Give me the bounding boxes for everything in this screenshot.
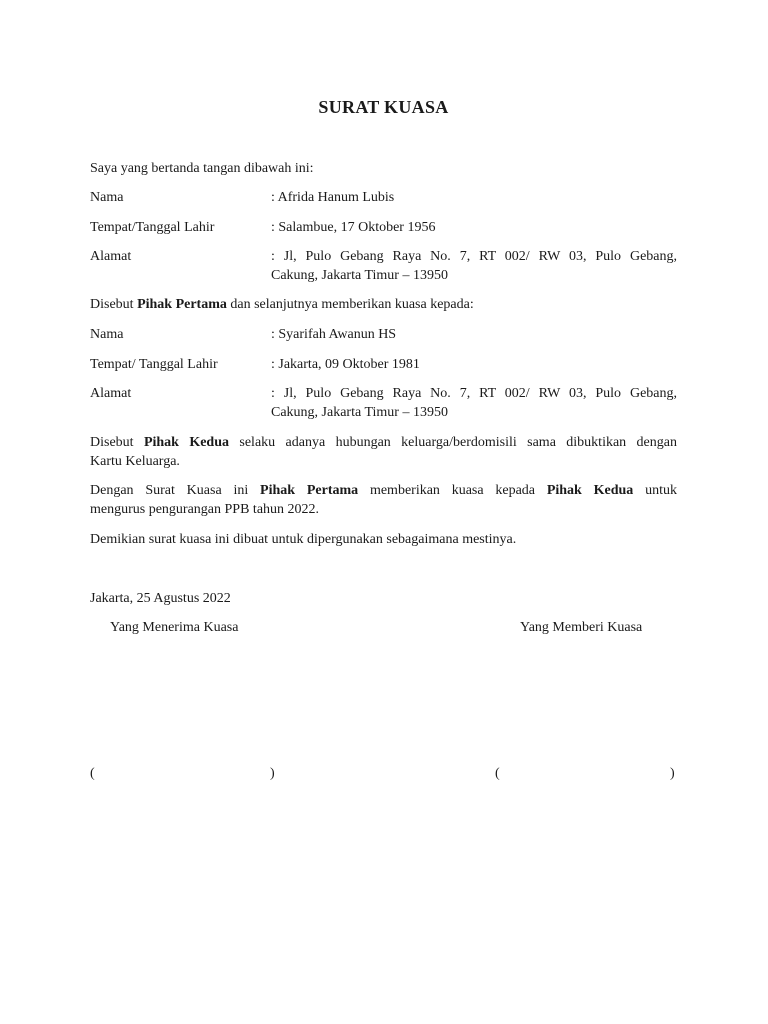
designation-prefix: Disebut	[90, 435, 144, 450]
purpose-part2: memberikan kuasa kepada	[358, 483, 547, 498]
first-party-birth-label: Tempat/Tanggal Lahir	[90, 220, 215, 235]
designation-suffix: selaku adanya hubungan keluarga/berdomisili sama dibuktikan dengan	[229, 435, 677, 450]
pihak-pertama-term: Pihak Pertama	[137, 297, 227, 312]
giver-label: Yang Memberi Kuasa	[520, 620, 643, 635]
second-party-name-value: : Syarifah Awanun HS	[271, 327, 397, 342]
second-party-address-label: Alamat	[90, 386, 132, 401]
pihak-pertama-term: Pihak Pertama	[260, 483, 359, 498]
purpose-line2: mengurus pengurangan PPB tahun 2022.	[90, 502, 320, 517]
first-party-address-value	[271, 247, 677, 285]
purpose-part3: untuk	[633, 483, 677, 498]
first-party-name-label: Nama	[90, 190, 124, 205]
second-party-address-value	[271, 384, 677, 422]
place-date: Jakarta, 25 Agustus 2022	[90, 591, 231, 606]
closing-text: Demikian surat kuasa ini dibuat untuk dipergunakan sebagaimana mestinya.	[90, 532, 517, 547]
giver-signature-close-paren: )	[670, 766, 675, 781]
giver-signature-open-paren: (	[495, 766, 500, 781]
second-party-name-label: Nama	[90, 327, 124, 342]
first-party-address-line2: Cakung, Jakarta Timur – 13950	[271, 268, 448, 283]
receiver-signature-close-paren: )	[270, 766, 275, 781]
designation-prefix: Disebut	[90, 297, 138, 312]
purpose-line1	[90, 481, 677, 500]
purpose-paragraph	[90, 481, 677, 519]
second-party-designation	[90, 433, 677, 471]
receiver-signature-open-paren: (	[90, 766, 95, 781]
letter-page	[90, 0, 677, 1024]
pihak-kedua-term: Pihak Kedua	[546, 483, 634, 498]
first-party-name-value: : Afrida Hanum Lubis	[271, 190, 395, 205]
designation-suffix: dan selanjutnya memberikan kuasa kepada:	[226, 297, 474, 312]
second-party-birth-value: : Jakarta, 09 Oktober 1981	[271, 357, 420, 372]
intro-text: Saya yang bertanda tangan dibawah ini:	[90, 161, 314, 176]
first-party-address-line1: : Jl, Pulo Gebang Raya No. 7, RT 002/ RW 03, Pulo Gebang,	[271, 249, 677, 264]
document-title: SURAT KUASA	[318, 97, 449, 117]
second-designation-line2: Kartu Keluarga.	[90, 454, 180, 469]
second-designation-line1	[90, 433, 677, 452]
purpose-part1: Dengan Surat Kuasa ini	[90, 483, 261, 498]
second-party-birth-label: Tempat/ Tanggal Lahir	[90, 357, 218, 372]
receiver-label: Yang Menerima Kuasa	[110, 620, 239, 635]
pihak-kedua-term: Pihak Kedua	[143, 435, 230, 450]
first-party-birth-value: : Salambue, 17 Oktober 1956	[271, 220, 436, 235]
second-party-address-line2: Cakung, Jakarta Timur – 13950	[271, 405, 448, 420]
first-party-designation	[90, 295, 677, 314]
second-party-address-line1: : Jl, Pulo Gebang Raya No. 7, RT 002/ RW 03, Pulo Gebang,	[271, 386, 677, 401]
first-party-address-label: Alamat	[90, 249, 132, 264]
